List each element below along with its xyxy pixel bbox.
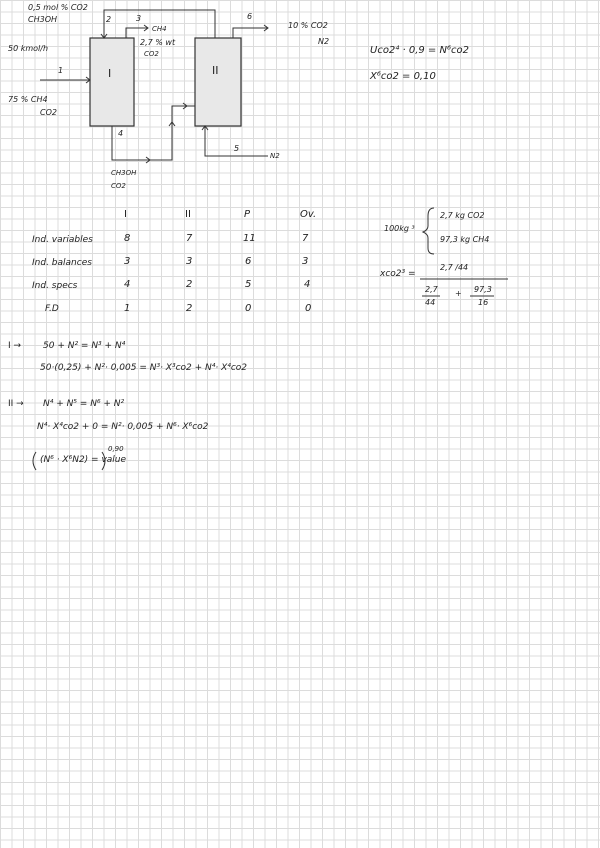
dof-cell: 3 <box>302 256 309 267</box>
stream-6-comp-2: N2 <box>318 37 330 46</box>
dof-header-4: Ov. <box>300 209 317 220</box>
stream-4-number: 4 <box>118 129 124 138</box>
unit-1-label: I <box>108 67 112 80</box>
basis-line-2: 97,3 kg CH4 <box>440 235 490 244</box>
stream-3-line <box>126 28 148 38</box>
dof-cell: 3 <box>186 256 193 267</box>
dof-header-3: P <box>244 209 251 220</box>
frac-2-bottom: 16 <box>478 298 489 307</box>
dof-cell: 8 <box>124 233 131 244</box>
balance-II-eq-3-exponent: 0,90 <box>108 445 124 453</box>
stream-3-comp-1: CH4 <box>152 25 167 33</box>
dof-row-label: Ind. specs <box>32 281 78 291</box>
balance-II-eq-1: N⁴ + N⁵ = N⁶ + N² <box>43 399 125 409</box>
feed-flow-label: 50 kmol/h <box>8 44 49 53</box>
dof-cell: 7 <box>186 233 193 244</box>
stream-3-comp-2: 2,7 % wt <box>140 38 176 47</box>
dof-cell: 0 <box>305 303 312 314</box>
dof-cell: 0 <box>245 303 252 314</box>
stream-2-number: 2 <box>106 15 112 24</box>
basis-line-1: 2,7 kg CO2 <box>440 211 485 220</box>
balance-I-eq-2: 50·(0,25) + N²· 0,005 = N³· X³co2 + N⁴· X⁴co2 <box>40 363 248 373</box>
spec-line-1: Uco2⁴ · 0,9 = N⁶co2 <box>370 45 469 56</box>
frac-2-top: 97,3 <box>474 285 492 294</box>
stream-2-composition-2: CH3OH <box>28 15 58 24</box>
stream-2-line <box>104 10 215 38</box>
fraction-numerator: 2,7 /44 <box>440 263 469 272</box>
balance-I-eq-1: 50 + N² = N³ + N⁴ <box>43 341 126 351</box>
dof-row-label: Ind. variables <box>32 235 93 245</box>
unit-2-vessel <box>195 38 241 126</box>
basis-label: 100kg ³ <box>384 224 415 233</box>
plus-sign: + <box>455 289 462 298</box>
dof-row-label: F.D <box>45 304 59 314</box>
balance-II-eq-3: (N⁶ · X⁶N2) = value <box>40 455 127 465</box>
x-co2-label: xco2³ = <box>380 269 416 279</box>
stream-1-composition: 75 % CH4 <box>8 95 48 104</box>
dof-cell: 7 <box>302 233 309 244</box>
dof-cell: 1 <box>124 303 131 314</box>
unit-2-label: II <box>212 64 219 77</box>
stream-4-comp-1: CH3OH <box>111 169 137 177</box>
stream-5-number: 5 <box>234 144 240 153</box>
dof-cell: 2 <box>186 303 193 314</box>
dof-cell: 4 <box>124 279 131 290</box>
stream-6-line <box>233 28 268 38</box>
dof-cell: 2 <box>186 279 193 290</box>
stream-4-comp-2: CO2 <box>111 182 126 190</box>
balance-I-label: I → <box>8 341 22 351</box>
stream-6-comp-1: 10 % CO2 <box>288 21 328 30</box>
stream-2-composition: 0,5 mol % CO2 <box>28 3 88 12</box>
spec-line-2: X⁶co2 = 0,10 <box>370 71 436 82</box>
stream-6-number: 6 <box>247 12 253 21</box>
dof-cell: 4 <box>304 279 311 290</box>
balance-II-label: II → <box>8 399 24 409</box>
dof-cell: 11 <box>243 233 256 244</box>
dof-cell: 5 <box>245 279 252 290</box>
stream-3-number: 3 <box>136 14 142 23</box>
dof-row-label: Ind. balances <box>32 258 92 268</box>
stream-1-composition-2: CO2 <box>40 108 57 117</box>
stream-1-number: 1 <box>58 66 64 75</box>
dof-cell: 6 <box>245 256 252 267</box>
frac-1-top: 2,7 <box>425 285 438 294</box>
dof-header-2: II <box>185 209 191 220</box>
dof-header-1: I <box>124 209 127 220</box>
stream-3-comp-3: CO2 <box>144 50 159 58</box>
balance-II-eq-2: N⁴· X⁴co2 + 0 = N²· 0,005 + N⁶· X⁶co2 <box>37 422 209 432</box>
left-paren <box>33 452 36 470</box>
unit-1-vessel <box>90 38 134 126</box>
frac-1-bottom: 44 <box>425 298 436 307</box>
stream-5-comp: N2 <box>270 152 280 160</box>
dof-cell: 3 <box>124 256 131 267</box>
basis-brace <box>423 208 434 254</box>
